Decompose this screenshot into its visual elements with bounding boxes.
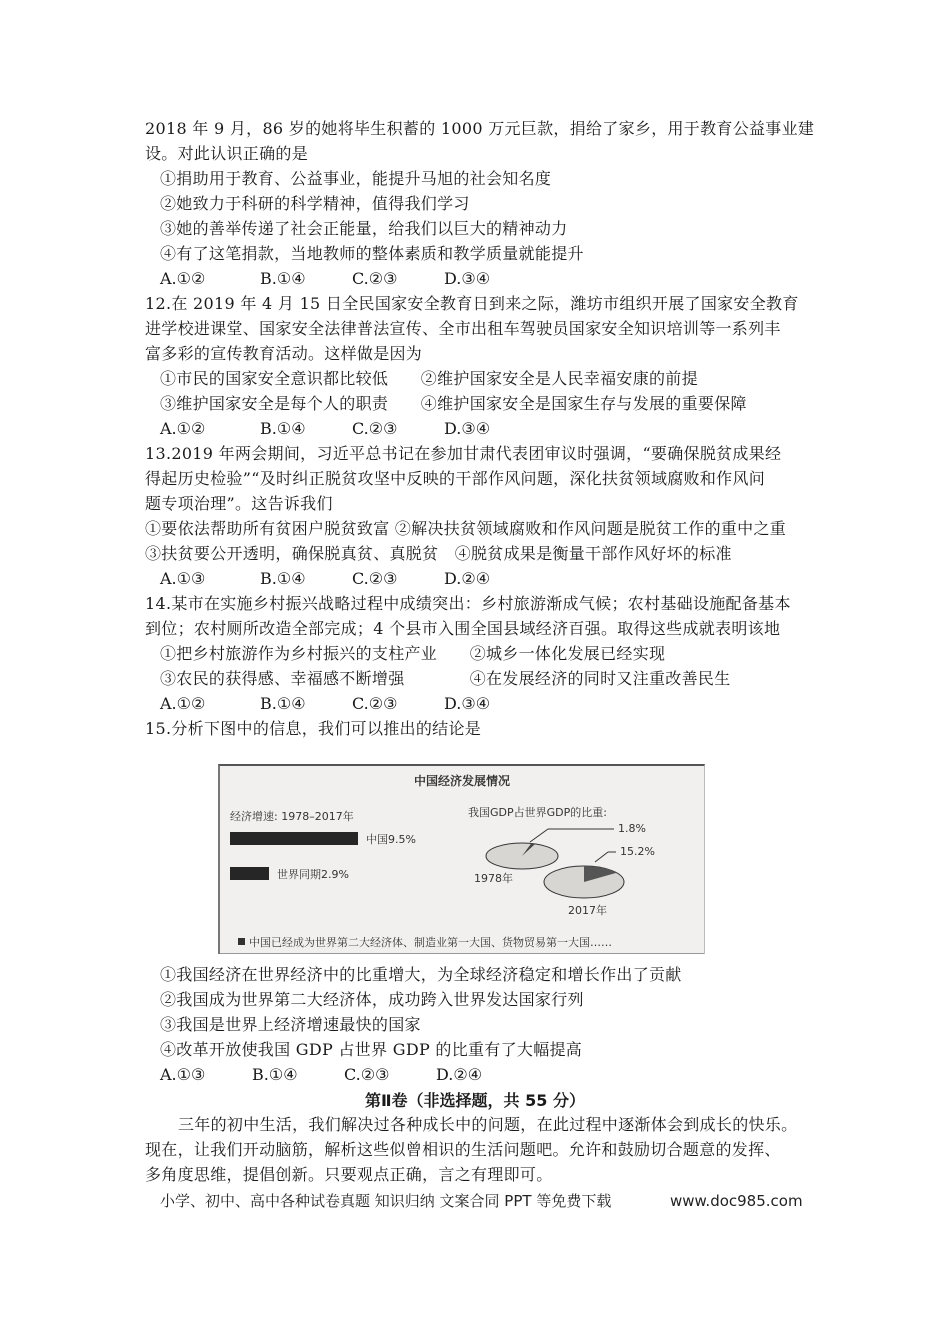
q15-item-3: ③我国是世界上经济增速最快的国家 [160, 1015, 421, 1034]
pie-1978-year: 1978年 [474, 872, 513, 885]
q11-stem-line-1: 2018 年 9 月，86 岁的她将毕生积蓄的 1000 万元巨款，捐给了家乡，用于教育公益事业建 [145, 119, 815, 138]
q13-items-row-1: ①要依法帮助所有贫困户脱贫致富 ②解决扶贫领域腐败和作风问题是脱贫工作的重中之重 [145, 519, 787, 538]
q11-item-2: ②她致力于科研的科学精神，值得我们学习 [160, 194, 470, 213]
q12-stem-line-2: 进学校进课堂、国家安全法律普法宣传、全市出租车驾驶员国家安全知识培训等一系列丰 [145, 319, 781, 338]
q12-option-c[interactable]: C.②③ [352, 419, 398, 438]
q12-option-d[interactable]: D.③④ [444, 419, 491, 438]
q14-stem-line-2: 到位；农村厕所改造全部完成；4 个县市入围全国县域经济百强。取得这些成就表明该地 [145, 619, 781, 638]
q15-item-2: ②我国成为世界第二大经济体，成功跨入世界发达国家行列 [160, 990, 584, 1009]
figure-note-text: 中国已经成为世界第二大经济体、制造业第一大国、货物贸易第一大国…… [249, 936, 612, 949]
bar-label-china: 中国9.5% [366, 833, 416, 846]
q12-option-a[interactable]: A.①② [160, 419, 206, 438]
q12-stem-line-1: 12.在 2019 年 4 月 15 日全民国家安全教育日到来之际，潍坊市组织开展了国家安全教育 [145, 294, 799, 313]
q13-stem-line-2: 得起历史检验”“及时纠正脱贫攻坚中反映的干部作风问题，深化扶贫领域腐败和作风问 [145, 469, 766, 488]
q15-option-a[interactable]: A.①③ [160, 1065, 206, 1084]
figure-title: 中国经济发展情况 [413, 774, 510, 788]
q15-item-4: ④改革开放使我国 GDP 占世界 GDP 的比重有了大幅提高 [160, 1040, 583, 1059]
q11-stem-line-2: 设。对此认识正确的是 [145, 144, 309, 163]
q14-items-row-1: ①把乡村旅游作为乡村振兴的支柱产业 ②城乡一体化发展已经实现 [160, 644, 666, 663]
part2-intro-line-3: 多角度思维，提倡创新。只要观点正确，言之有理即可。 [145, 1165, 553, 1184]
q15-option-c[interactable]: C.②③ [344, 1065, 390, 1084]
q11-item-1: ①捐助用于教育、公益事业，能提升马旭的社会知名度 [160, 169, 552, 188]
q12-option-b[interactable]: B.①④ [260, 419, 306, 438]
footer-text: 小学、初中、高中各种试卷真题 知识归纳 文案合同 PPT 等免费下载 [160, 1192, 612, 1210]
q12-items-row-1: ①市民的国家安全意识都比较低 ②维护国家安全是人民幸福安康的前提 [160, 369, 698, 388]
growth-label: 经济增速: 1978–2017年 [230, 810, 354, 823]
q11-option-c[interactable]: C.②③ [352, 269, 398, 288]
figure-note [238, 934, 612, 950]
q14-items-row-2: ③农民的获得感、幸福感不断增强 ④在发展经济的同时又注重改善民生 [160, 669, 731, 688]
q14-option-b[interactable]: B.①④ [260, 694, 306, 713]
q13-option-c[interactable]: C.②③ [352, 569, 398, 588]
q14-stem-line-1: 14.某市在实施乡村振兴战略过程中成绩突出：乡村旅游渐成气候；农村基础设施配备基本 [145, 594, 791, 613]
gdp-share-label: 我国GDP占世界GDP的比重: [468, 806, 607, 819]
q11-option-a[interactable]: A.①② [160, 269, 206, 288]
pie-1978-leader [530, 829, 548, 842]
q13-stem-line-1: 13.2019 年两会期间，习近平总书记在参加甘肃代表团审议时强调，“要确保脱贫成果经 [145, 444, 782, 463]
q12-stem-line-3: 富多彩的宣传教育活动。这样做是因为 [145, 344, 423, 363]
part2-title: 第Ⅱ卷（非选择题，共 55 分） [365, 1091, 585, 1110]
bar-label-world: 世界同期2.9% [277, 868, 349, 881]
q13-option-a[interactable]: A.①③ [160, 569, 206, 588]
q15-stem: 15.分析下图中的信息，我们可以推出的结论是 [145, 719, 482, 738]
figure-bottom-rule [220, 953, 704, 954]
q14-option-a[interactable]: A.①② [160, 694, 206, 713]
q13-items-row-2: ③扶贫要公开透明，确保脱真贫、真脱贫 ④脱贫成果是衡量干部作风好坏的标准 [145, 544, 732, 563]
economy-figure [218, 764, 705, 954]
q13-stem-line-3: 题专项治理”。这告诉我们 [145, 494, 333, 513]
pie-2017-year: 2017年 [568, 904, 607, 917]
q14-option-d[interactable]: D.③④ [444, 694, 491, 713]
part2-intro-line-2: 现在，让我们开动脑筋，解析这些似曾相识的生活问题吧。允许和鼓励切合题意的发挥、 [145, 1140, 781, 1159]
q15-option-b[interactable]: B.①④ [252, 1065, 298, 1084]
q11-option-b[interactable]: B.①④ [260, 269, 306, 288]
footer [160, 1190, 803, 1212]
q11-item-3: ③她的善举传递了社会正能量，给我们以巨大的精神动力 [160, 219, 568, 238]
pie-2017-value: 15.2% [620, 845, 655, 858]
q13-option-b[interactable]: B.①④ [260, 569, 306, 588]
q12-items-row-2: ③维护国家安全是每个人的职责 ④维护国家安全是国家生存与发展的重要保障 [160, 394, 747, 413]
pie-2017-leader [595, 852, 608, 862]
q15-item-1: ①我国经济在世界经济中的比重增大，为全球经济稳定和增长作出了贡献 [160, 965, 682, 984]
q11-option-d[interactable]: D.③④ [444, 269, 491, 288]
part2-intro-line-1: 三年的初中生活，我们解决过各种成长中的问题，在此过程中逐渐体会到成长的快乐。 [178, 1115, 798, 1134]
q15-option-d[interactable]: D.②④ [436, 1065, 483, 1084]
q13-option-d[interactable]: D.②④ [444, 569, 491, 588]
q14-option-c[interactable]: C.②③ [352, 694, 398, 713]
pie-chart-svg [220, 766, 704, 954]
pie-1978-value: 1.8% [618, 822, 646, 835]
footer-url[interactable]: www.doc985.com [670, 1192, 803, 1210]
q11-item-4: ④有了这笔捐款，当地教师的整体素质和教学质量就能提升 [160, 244, 584, 263]
note-bullet-icon [238, 938, 245, 945]
